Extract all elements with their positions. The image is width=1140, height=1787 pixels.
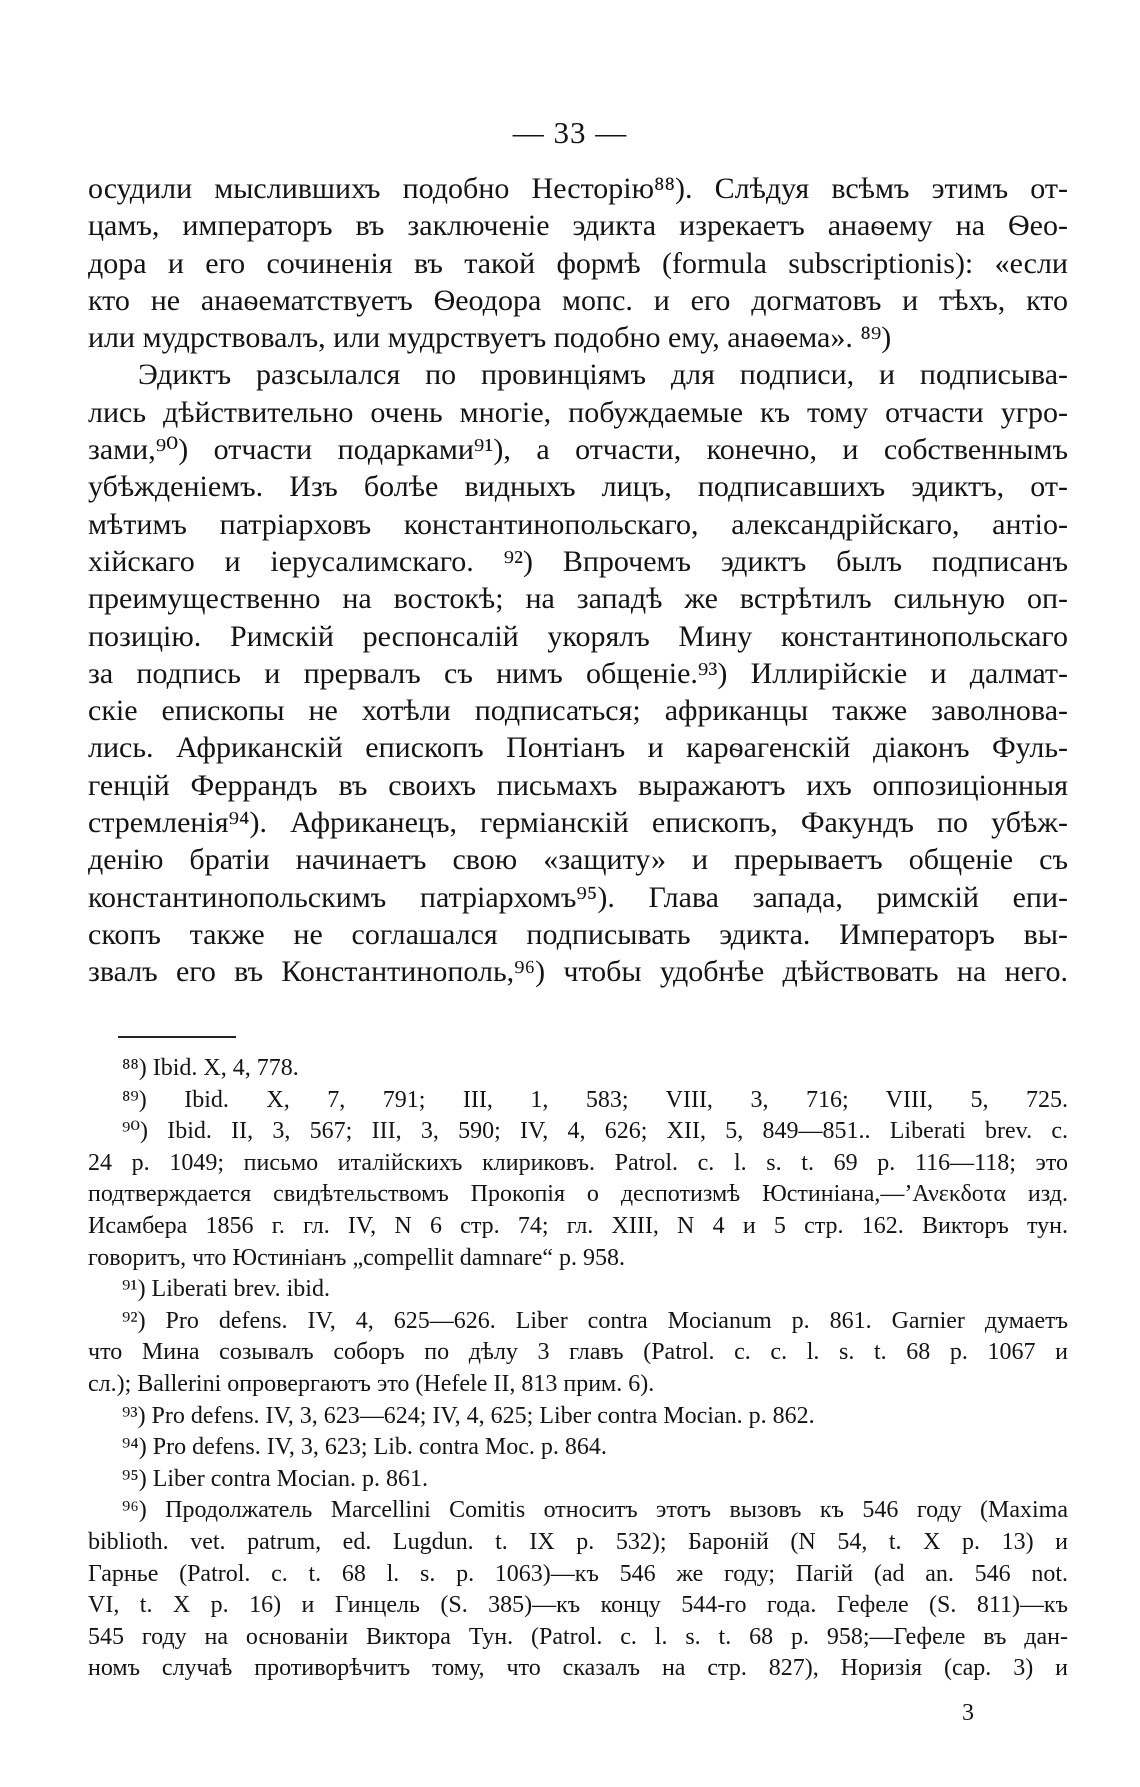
footnote-line: ⁸⁸) Ibid. X, 4, 778. (122, 1055, 299, 1081)
main-line: зами,⁹⁰) отчасти подарками⁹¹), а отчасти, конечно, и собственнымъ (88, 433, 1068, 467)
footnote-line: VI, t. X p. 16) и Гинцель (S. 385)—къ концу 544-го года. Гефеле (S. 811)—къ (88, 1592, 1068, 1619)
main-line: мѣтимъ патріарховъ константинопольскаго, александрійскаго, антіо- (88, 507, 1068, 541)
main-line: хійскаго и іерусалимскаго. ⁹²) Впрочемъ эдиктъ былъ подписанъ (88, 544, 1068, 578)
footnote-line: biblioth. vet. patrum, ed. Lugdun. t. IX p. 532); Бароній (N 54, t. X p. 13) и (88, 1528, 1068, 1555)
main-line: звалъ его въ Константинополь,⁹⁶) чтобы удобнѣе дѣйствовать на него. (88, 955, 1068, 989)
footnote-line: Исамбера 1856 г. гл. IV, N 6 стр. 74; гл. XIII, N 4 и 5 стр. 162. Викторъ тун. (88, 1212, 1069, 1239)
footnote-line: что Мина созывалъ соборъ по дѣлу 3 главъ (Patrol. c. c. l. s. t. 68 p. 1067 и (88, 1339, 1068, 1366)
page-number: — 33 — (512, 115, 628, 150)
main-line: лись. Африканскій епископъ Понтіанъ и карѳагенскій діаконъ Фуль- (88, 731, 1068, 765)
footnote-line: ⁹³) Pro defens. IV, 3, 623—624; IV, 4, 625; Liber contra Mocian. p. 862. (122, 1402, 815, 1429)
main-line: за подпись и прервалъ съ нимъ общеніе.⁹³) Иллирійскіе и далмат- (88, 656, 1068, 690)
main-line: скіе епископы не хотѣли подписаться; африканцы также заволнова- (88, 694, 1068, 728)
main-line: стремленія⁹⁴). Африканецъ, герміанскій епископъ, Факундъ по убѣж- (88, 806, 1068, 840)
signature-mark: 3 (962, 1700, 974, 1726)
main-text (88, 170, 1068, 991)
main-line: денію братіи начинаетъ свою «защиту» и прерываетъ общеніе съ (88, 843, 1068, 877)
footnote-line: подтверждается свидѣтельствомъ Прокопія о деспотизмѣ Юстиніана,—’Ανεκδοτα изд. (88, 1181, 1068, 1208)
main-line: цамъ, императоръ въ заключеніе эдикта изрекаетъ анаѳему на Ѳео- (88, 209, 1068, 243)
footnote-line: ⁹⁶) Продолжатель Marcellini Comitis относитъ этотъ вызовъ къ 546 году (Maxima (122, 1497, 1068, 1524)
footnote-line: ⁹⁵) Liber contra Mocian. p. 861. (122, 1465, 428, 1492)
main-line: осудили мыслившихъ подобно Несторію⁸⁸). Слѣдуя всѣмъ этимъ от- (88, 172, 1068, 205)
main-line: генцій Феррандъ въ своихъ письмахъ выражаютъ ихъ оппозиціонныя (88, 768, 1068, 802)
footnote-line: ⁸⁹) Ibid. X, 7, 791; III, 1, 583; VIII, 3, 716; VIII, 5, 725. (122, 1086, 1068, 1113)
main-line: позицію. Римскій респонсалій укорялъ Мину константинопольскаго (88, 619, 1068, 653)
main-line: Эдиктъ разсылался по провинціямъ для подписи, и подписыва- (138, 358, 1068, 392)
footnote-line: ⁹⁰) Ibid. II, 3, 567; III, 3, 590; IV, 4, 626; XII, 5, 849—851.. Liberati brev. c. (122, 1118, 1068, 1145)
main-line: или мудрствовалъ, или мудрствуетъ подобно ему, анаѳема». ⁸⁹) (88, 321, 892, 355)
footnote-line: Гарнье (Patrol. c. t. 68 l. s. p. 1063)—къ 546 же году; Пагій (ad an. 546 not. (88, 1560, 1068, 1587)
main-line: скопъ также не соглашался подписывать эдикта. Императоръ вы- (88, 917, 1068, 951)
footnotes (88, 1053, 1068, 1685)
footnote-divider (118, 1036, 236, 1038)
footnote-line: говоритъ, что Юстиніанъ „compellit damnare“ p. 958. (88, 1244, 626, 1271)
main-line: лись дѣйствительно очень многіе, побуждаемые къ тому отчасти угро- (88, 395, 1068, 429)
main-line: убѣжденіемъ. Изъ болѣе видныхъ лицъ, подписавшихъ эдиктъ, от- (88, 470, 1068, 504)
footnote-line: сл.); Ballerini опровергаютъ это (Hefele II, 813 прим. 6). (88, 1370, 655, 1397)
footnote-line: ⁹⁴) Pro defens. IV, 3, 623; Lib. contra Moc. p. 864. (122, 1434, 607, 1461)
footnote-line: номъ случаѣ противорѣчитъ тому, что сказалъ на стр. 827), Норизія (cap. 3) и (88, 1655, 1068, 1682)
main-line: кто не анаѳематствуетъ Ѳеодора мопс. и его догматовъ и тѣхъ, кто (88, 283, 1068, 317)
footnote-line: ⁹¹) Liberati brev. ibid. (122, 1276, 330, 1303)
main-line: преимущественно на востокѣ; на западѣ же встрѣтилъ сильную оп- (88, 582, 1068, 616)
footnote-line: 545 году на основаніи Виктора Тун. (Patrol. c. l. s. t. 68 p. 958;—Гефеле въ дан- (88, 1623, 1068, 1650)
main-line: дора и его сочиненія въ такой формѣ (formula subscriptionis): «если (88, 246, 1068, 280)
footnote-line: ⁹²) Pro defens. IV, 4, 625—626. Liber contra Mocianum p. 861. Garnier думаетъ (122, 1307, 1068, 1334)
main-line: константинопольскимъ патріархомъ⁹⁵). Глава запада, римскій епи- (88, 880, 1068, 914)
footnote-line: 24 p. 1049; письмо италійскихъ клириковъ. Patrol. c. l. s. t. 69 p. 116—118; это (88, 1149, 1068, 1176)
